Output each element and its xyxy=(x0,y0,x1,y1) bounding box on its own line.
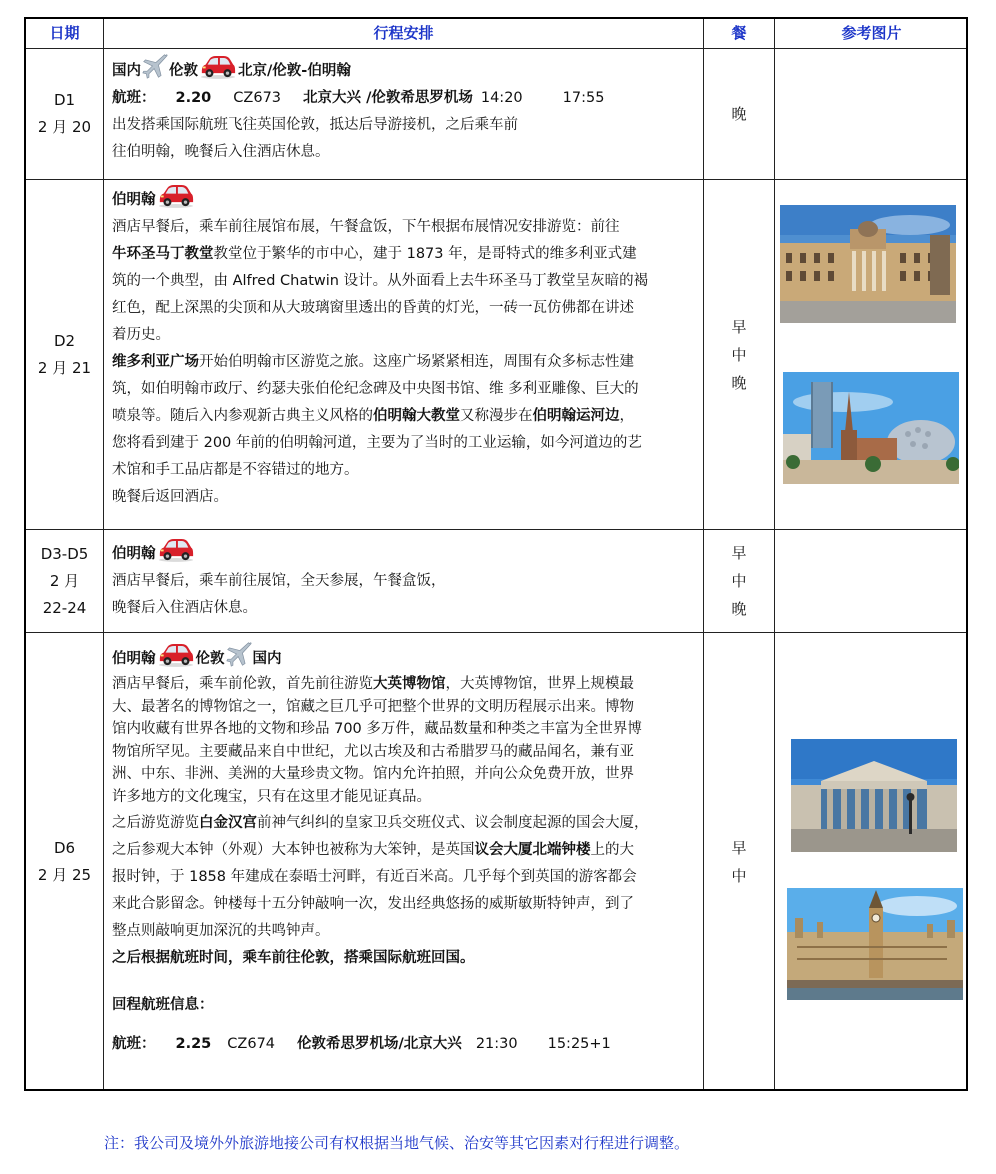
header-date: 日期 xyxy=(49,24,80,42)
d3-date-cell: D3-D5 2 月 22-24 xyxy=(40,544,89,617)
d2-content: 伯明翰 酒店早餐后，乘车前往展馆布展，午餐盒饭，下午根据布展情况安排游览：前往 牛环圣马丁教堂教堂位于繁华的市中心，建于 1873 年，是哥特式的维多利亚式建 筑的一个典型，由 Alfred Chatwin 设计。从外面看上去牛环圣马丁教堂呈灰暗的褐 红色，配上深黑的尖顶和从大玻璃窗里透出的昏黄的灯光，一砖一瓦仿佛都在讲述 着历史。 维多利亚广场开始伯明翰市区游览之旅。这座广场紧紧相连，周围有众多标志性建 筑，如伯明翰市政厅、约瑟夫张伯伦纪念碑及中央图书馆、维 多利亚雕像、巨大的 喷泉等。随后入内参观新古典主义风格的伯明翰大教堂又称漫步在伯明翰运河边， 您将看到建于 200 年前的伯明翰河道，主要为了当时的工业运输，如今河道边的艺 术馆和手工品店都是不容错过的地方。 晚餐后返回酒店。 xyxy=(112,183,702,511)
birmingham-skyline-photo xyxy=(783,372,959,484)
itinerary-table xyxy=(24,17,968,1091)
big-ben-photo xyxy=(787,888,963,1000)
d6-date-cell: D6 2 月 25 xyxy=(37,839,92,884)
header-photo: 参考图片 xyxy=(841,24,902,42)
footer-note: 注：我公司及境外外旅游地接公司有权根据当地气候、治安等其它因素对行程进行调整。 xyxy=(104,1134,690,1152)
d1-content xyxy=(112,53,702,166)
car-icon xyxy=(157,642,195,667)
d6-route: 伯明翰 伦敦 国内 xyxy=(112,641,702,673)
d2-title: 伯明翰 xyxy=(112,183,702,214)
car-icon xyxy=(157,183,195,208)
d6-meal: 早 中 xyxy=(731,839,747,885)
d3-content: 伯明翰 酒店早餐后，乘车前往展馆，全天参展，午餐盒饭， 晚餐后入住酒店休息。 xyxy=(112,537,702,622)
d1-meal: 晚 xyxy=(731,105,747,123)
header-meal: 餐 xyxy=(731,24,747,42)
d2-meal: 早 中 晚 xyxy=(731,317,747,392)
d3-title: 伯明翰 xyxy=(112,537,702,568)
return-flight-title: 回程航班信息： xyxy=(112,997,214,1013)
car-icon xyxy=(199,54,237,79)
british-museum-photo xyxy=(791,739,957,852)
d1-text-1: 出发搭乘国际航班飞往英国伦敦，抵达后导游接机，之后乘车前 xyxy=(112,117,518,133)
d3-meal: 早 中 晚 xyxy=(731,544,747,618)
car-icon xyxy=(157,537,195,562)
plane-icon xyxy=(226,641,252,667)
d1-flight: 航班： 2.20 CZ673 北京大兴 /伦敦希思罗机场 14:20 17:55 xyxy=(112,90,605,106)
d1-route: 国内 伦敦 北京/伦敦-伯明翰 xyxy=(112,53,702,85)
d2-date-cell: D2 2 月 21 xyxy=(37,331,92,377)
d1-day: D1 xyxy=(53,91,76,109)
header-itinerary: 行程安排 xyxy=(373,24,434,42)
d6-flight: 航班： 2.25 CZ674 伦敦希思罗机场/北京大兴 21:30 15:25+1 xyxy=(112,1036,611,1052)
d6-content: 伯明翰 伦敦 国内 酒店早餐后，乘车前伦敦，首先前往游览大英博物馆，大英博物馆，世界上规模最 大、最著名的博物馆之一，馆藏之巨几乎可把整个世界的文明历程展示出来。博物 馆内收藏有世界各地的文物和珍品 700 多万件，藏品数量和种类之丰富为全世界博 物馆所罕见。主要藏品来自中世纪，尤以古埃及和古希腊罗马的藏品闻名，兼有亚 洲、中东、非洲、美洲的大量珍贵文物。馆内允许拍照，并向公众免费开放，世界 许多地方的文化瑰宝，只有在这里才能见证真品。 之后游览游览白金汉宫前神气纠纠的皇家卫兵交班仪式、议会制度起源的国会大厦， 之后参观大本钟（外观）大本钟也被称为大笨钟，是英国议会大厦北端钟楼上的大 报时钟，于 1858 年建成在泰晤士河畔，有近百米高。几乎每个到英国的游客都会 来此合影留念。钟楼每十五分钟敲响一次，发出经典悠扬的威斯敏斯特钟声，到了 整点则敲响更加深沉的共鸣钟声。 之后根据航班时间，乘车前往伦敦，搭乘国际航班回国。 回程航班信息： 航班： 2.25 CZ674 伦敦希思罗机场/北京大兴 21:30 15:25+1 xyxy=(112,641,702,1058)
plane-icon xyxy=(142,53,168,79)
d1-text-2: 往伯明翰，晚餐后入住酒店休息。 xyxy=(112,144,330,160)
council-house-photo xyxy=(780,205,956,323)
d1-date-cell xyxy=(26,49,103,179)
d1-date: 2 月 20 xyxy=(37,118,92,136)
